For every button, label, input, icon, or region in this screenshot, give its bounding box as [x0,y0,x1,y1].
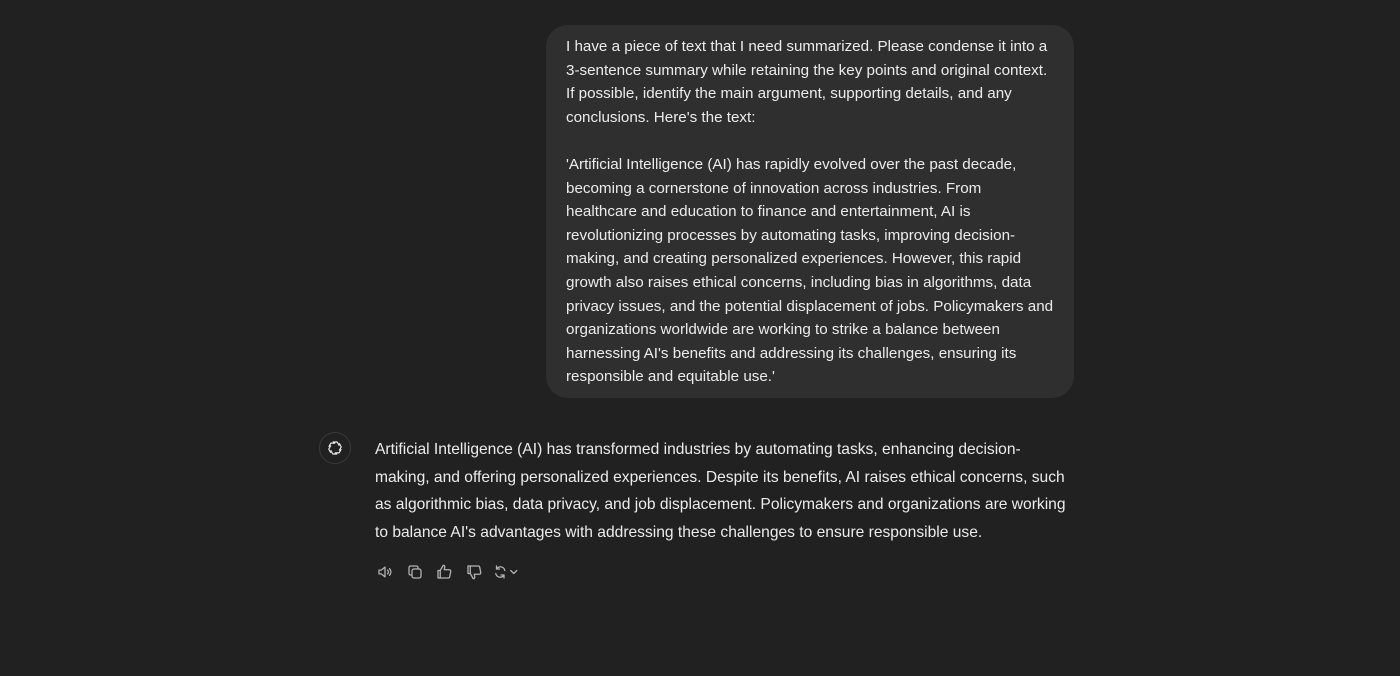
regenerate-icon [491,563,523,581]
assistant-avatar [319,432,351,464]
openai-logo-icon [325,438,345,458]
regenerate-button[interactable] [490,560,524,584]
speaker-icon [376,563,394,581]
bad-response-button[interactable] [461,560,487,584]
chevron-down-icon [511,571,517,574]
assistant-message-text: Artificial Intelligence (AI) has transformed industries by automating tasks, enhancing decision-making, and offering personalized experiences. Despite its benefits, AI raises ethical concerns, such as algorithmic bias, data privacy, and job displacement. Policymakers and organizations are working to balance AI's advantages with addressing these challenges to ensure responsible use. [375,441,1066,542]
copy-icon [406,563,424,581]
read-aloud-button[interactable] [372,560,398,584]
message-actions [372,560,528,584]
thumbs-down-icon [465,563,483,581]
user-message-paragraph: 'Artificial Intelligence (AI) has rapidly evolved over the past decade, becoming a cornerstone of innovation across industries. From healthcare and education to finance and entertainment, AI is revolutionizing processes by automating tasks, improving decision-making, and creating personalized experiences. However, this rapid growth also raises ethical concerns, including bias in algorithms, data privacy issues, and the potential displacement of jobs. Policymakers and organizations worldwide are working to strike a balance between harnessing AI's benefits and addressing its challenges, ensuring its responsible and equitable use.' [566,155,1054,386]
copy-button[interactable] [402,560,428,584]
good-response-button[interactable] [431,560,457,584]
user-message-paragraph: I have a piece of text that I need summarized. Please condense it into a 3-sentence summary while retaining the key points and original context. If possible, identify the main argument, supporting details, and any conclusions. Here's the text: [566,38,1048,126]
user-message-bubble [546,25,1074,398]
thumbs-up-icon [435,563,453,581]
